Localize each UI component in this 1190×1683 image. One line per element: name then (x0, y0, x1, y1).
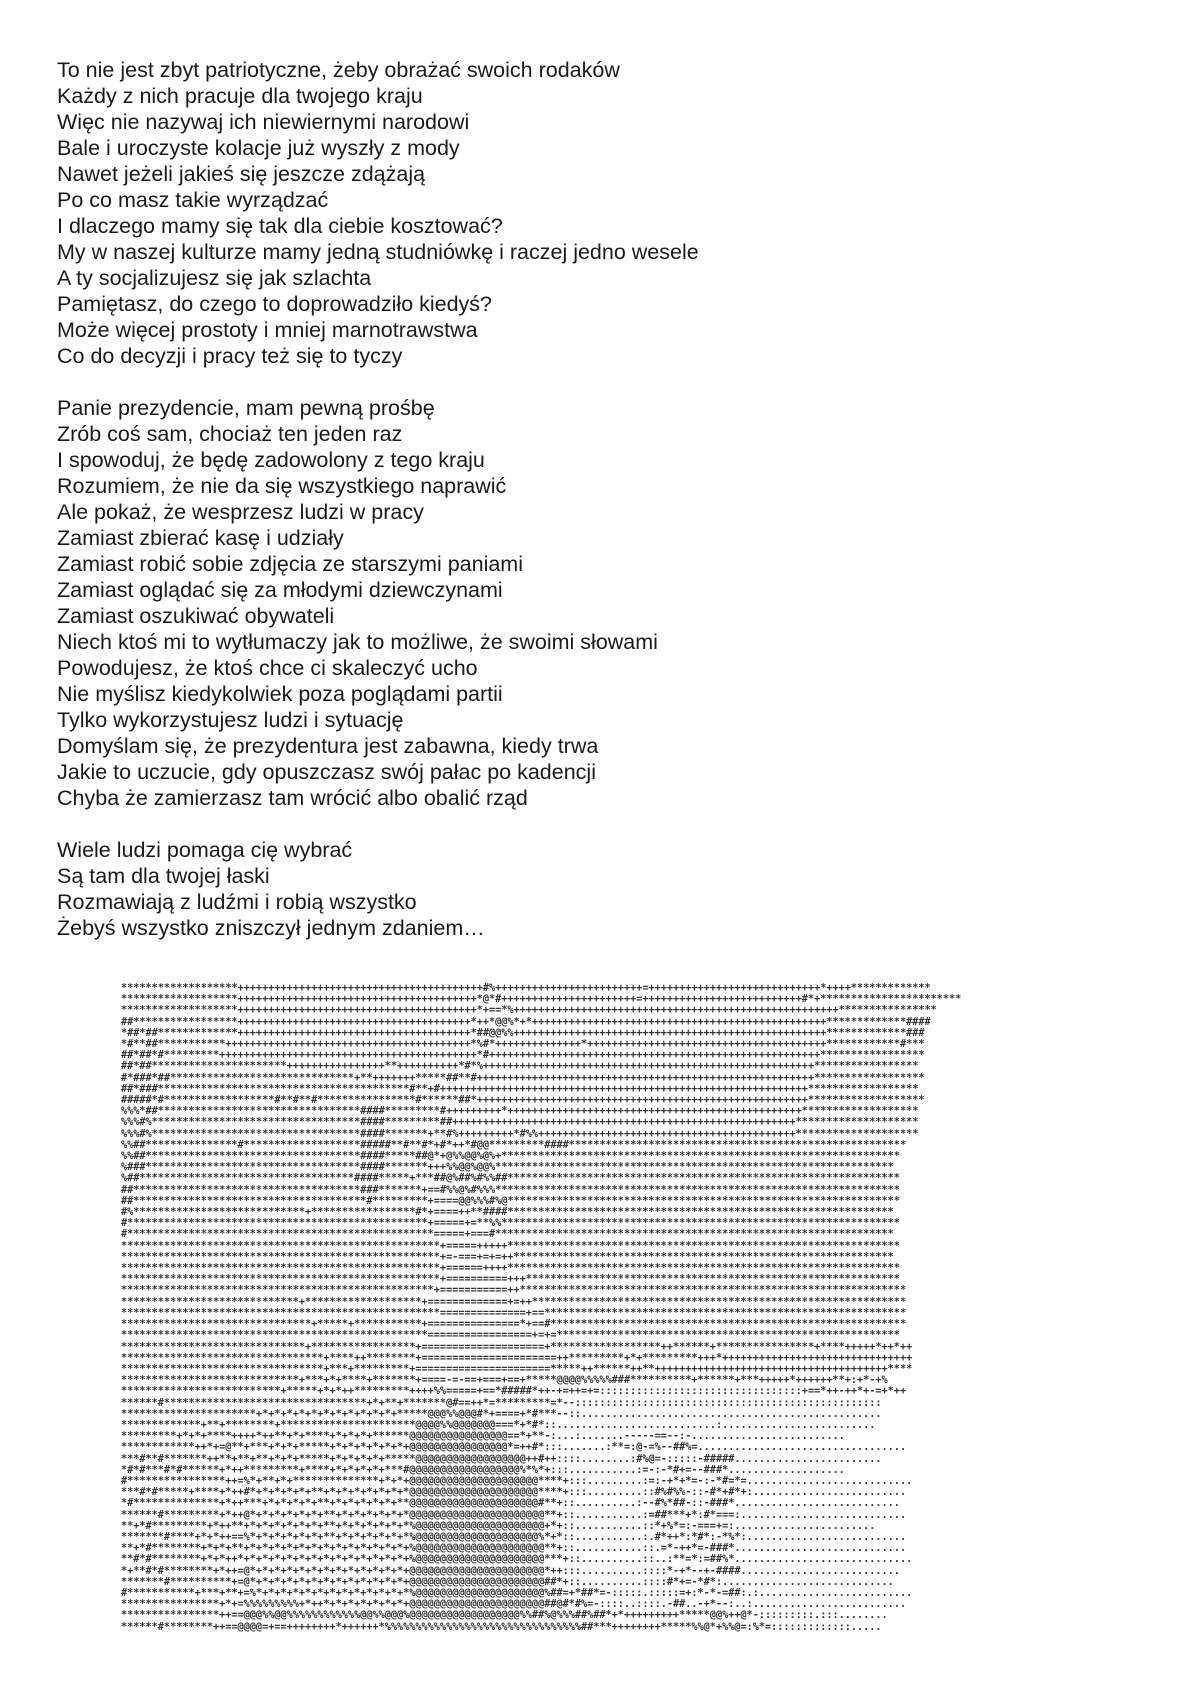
poem-line: Wiele ludzi pomaga cię wybrać (57, 838, 353, 862)
poem-line: Rozumiem, że nie da się wszystkiego naprawić (57, 474, 507, 498)
poem-line: Niech ktoś mi to wytłumaczy jak to możliwe, że swoimi słowami (57, 630, 658, 654)
poem-line: Żebyś wszystko zniszczył jednym zdaniem… (57, 916, 485, 940)
poem-line: Rozmawiają z ludźmi i robią wszystko (57, 890, 417, 914)
poem-line: A ty socjalizujesz się jak szlachta (57, 266, 372, 290)
poem-line: Ale pokaż, że wesprzesz ludzi w pracy (57, 500, 424, 524)
poem-line: Zamiast robić sobie zdjęcia ze starszymi paniami (57, 552, 523, 576)
poem-line: Powodujesz, że ktoś chce ci skaleczyć ucho (57, 656, 478, 680)
poem-line: Zamiast oglądać się za młodymi dziewczynami (57, 578, 503, 602)
poem-line: My w naszej kulturze mamy jedną studniówkę i raczej jedno wesele (57, 240, 699, 264)
poem-line: Nawet jeżeli jakieś się jeszcze zdążają (57, 162, 426, 186)
poem-line: I spowoduj, że będę zadowolony z tego kraju (57, 448, 485, 472)
poem (57, 57, 1117, 967)
poem-line: Każdy z nich pracuje dla twojego kraju (57, 84, 423, 108)
poem-line: Zrób coś sam, chociaż ten jeden raz (57, 422, 403, 446)
poem-line: Domyślam się, że prezydentura jest zabawna, kiedy trwa (57, 734, 599, 758)
stanza-1 (57, 57, 1117, 369)
poem-line: Co do decyzji i pracy też się to tyczy (57, 344, 403, 368)
poem-line: Jakie to uczucie, gdy opuszczasz swój pałac po kadencji (57, 760, 596, 784)
poem-line: I dlaczego mamy się tak dla ciebie kosztować? (57, 214, 503, 238)
poem-line: Po co masz takie wyrządzać (57, 188, 329, 212)
poem-line: Pamiętasz, do czego to doprowadziło kiedyś? (57, 292, 493, 316)
poem-line: Panie prezydencie, mam pewną prośbę (57, 396, 435, 420)
ascii-art-text: *******************++++++++++++++++++++++++++++++++++++++++#%++++++++++++++++++++++++=++++++++++++++++++++++++++++*++++************* *******************+++++++++++++++++++++++++++++++++++++++*@*#++++++++++++++++++++++=++++++++++++++++++++++++++#*+*********************** *******************+++++++++++++++++++++++++++++++++++++++*+==*%+++++++++++++++++++++++++++++++++++++++++++++++++++++**************** ##*****************++++++++++++++++++++++++++++++++++++++*++*@@%*+*++++++++++++++++++++++++++++++++++++++++++++++++*************#### *##*##*************++++++++++++++++++++++++++++++++++++++*##@@%%+++++++++++++++++++++++++++++++++++++++++++++++++++*************### *#**##***********++++++++++++++++++++++++++++++++++++++++*%#*++++++++++++++*+++++++++++++++++++++++++++++++++++++++************#*** ##*##*#*********++++++++++++++++++++++++++++++++++++++++++*#++++++++++++++++++++++++++++++++++++++++++++++++++++++***************** ##*##**********************++++++++++++++++**++++++++++*#*%++++++++++++++++++++++++++++++++++++++++++++++++++++++***************** #*###*##******************************+**+++++++*****##**#+++++++++++++++++++++++++++++++++++++++++++++++++++++++****************** ##*###*****************************************#**+#++++++++++++++++++++++++++++++++++++++++++++++++++++++++++++****************** #####*#******************#**#**#****************#******##*++++++++++++++++++++++++++++++++++++++++++++++++++++++******************* %%%*##*********************************####*********#+++++++++*++++++++++++++++++++++++++++++++++++++++++++++++******************* %%%#%**********************************####*********##++++++++++++++++++++++++++++++++++++++++++++++++++++++++******************** %%%#%**********************************####*******+**#%+++++++++*#%%++++++++++++++++++++++++++++++++++++++++++******************** %%##***************#*******************#####**#**#*+#*++*#@@*********####******************************************************* %%##***********************************####*****##@*+@%%@@%@%+***************************************************************** %###***********************************####*******+++%%@@%@@%***************************************************************** %##***********************************####*****+***##@%##%#%%##**************************************************************** ##*************************************###*******+==#%%@%#%%%****************************************************************** ##**************************************#*********+====@@%%%#%@**************************************************************** #%****************************+*****************#*+====++**####*************************************************************** #*************************************************+=====+=**%%***************************************************************** #**************************************************=====+===#***************************************************************** ****************************************************+=====+++++**************************************************************** ****************************************************+=-===+=+=++************************************************************** ****************************************************+======++++**************************************************************** ****************************************************+==========+++************************************************************* ***************************************************+===========++*************************************************************** *****************************+*******************+=============+=++************************************************************* ****************************************************==============+==*********************************************************** *******************************+*****+***********+===============*+==#********************************************************** **************************************************=================+=+=******************************************************** ******************************+*****************+====================+******************++******+****************+****+++++*++*++ *********************************+****++********+======================++*********+*+*********+++*+++++++++++++++++++++++++++++++ *********************************+***+*********+======================*****++******++**++++++++++++++++++++++++++++++++++++++**** *****************************+***+*+****+*******+====-=-==+===+==+*****@@@@%%%%%###**********+******+***+++++*++++++**+:+*-+% **************************+*****+*+*++*********++++%%=====+==*#####*++-+=++=+=:::::::::::::::::::::::::::::::::+==*++-++*+-=+*++ ******#*********************************+*+**+*******@#==++*=*********=*--:::::::::::::::::::::::::::::::::::::::::::::::::: **********************+*+*+*+*+*+*+*+*+*+*+*+*****@@@%%@@@#*+====+*#***--::................................................. *************+**+********+**********************@@@@%%@@@@@@@===*+*#*::..........................:......................... *********+*+*+****++++*++**+*+****+*+*+*+******@@@@@@@@@@@@@@@@==*+**-:...:.......-----==--:-......................... ************++*+=@**+***+*+*+*****+*+*+*+*+*+*+@@@@@@@@@@@@@@@@*=++#*:::.......:**=:@-=%--##%=.................................. ***#**#*******++**+**+**+*+*+*****+*+*+*+*+*****@@@@@@@@@@@@@@@@@@++#++::::........:#%@=-:::::-#####........................ *#*#***#*#******+*++*********+****+*+*+*+*+***#@@@@@@@@@@@@@@@@@@%*%*+:::...........:=-:-*#+=--###*................... #****************++=%*+**+*+**************+*+*+@@@@@@@@@@@@@@@@@@@@@****+:::.........:=:-+*+*=-:-*#=*=........................... ***#*#*****+****+*++#*+*+*+*+*+**+*+*+*+*+*+*+*@@@@@@@@@@@@@@@@@@@@@****+:::.........::#%#%%-::-#*+#*+:......................... *#**************+*++***+*+*+*+*+**+*+*+*+*+*+**@@@@@@@@@@@@@@@@@@@@@#**+::..........:--#%*##-::-###*........................... ******#*********+*++@*+*+*+*+*+*+**+*+*+*+*+*+*@@@@@@@@@@@@@@@@@@@@@@**+::...........:=##***+*:#*===:........................... **+*#*********+*++**+*+*+*+*+*+*+**+*+*+*+*+*+*%@@@@@@@@@@@@@@@@@@@@@+*+::...........::*+%*=:-===+=:....................... *******#****+*+*++==%*+*+*+*+*+*+**+*+*+*+*+*+*%@@@@@@@@@@@@@@@@@@@@%*+*::...........:.#*++*:*#*:-*%*:.......................... **+*#********+*+*+**+*+*+*+*+*+*+*+*+*+*+*+*+*+%@@@@@@@@@@@@@@@@@@@@@**+::...........::.=*-++*=-###*............................ **#*#********+*+*++*+*+*+*+*+*+*+*+*+*+*+*+*+*+%@@@@@@@@@@@@@@@@@@@@@***+::..........::..:**=*:=##%*............................. *+**#*#********+*++=@*+*+*+*+*+*+*+*+*+*+*+*+*+@@@@@@@@@@@@@@@@@@@@@@*++:::..........::::*-+*--+-####.......................... *******#**********+=@*+*+*+*+*+*+*+*+*+*+*+*+*+@@@@@@@@@@@@@@@@@@@@@@##*+::..........::::#*+=-*#*:............................ #***********+***+**+=%*+*+*+*+*+*+*+*+*+*+*+*+*%@@@@@@@@@@@@@@@@@@@@@%##=+*##*=-:::::.:::::=+:*-*-=##:.:......................... ****************+*+=%%%%%%%%%+*++*+*+*+*+*+*+*+@@@@@@@@@@@@@@@@@@@@@@##@#*#%=-::::..::::.-##..-+*--:..:......................... ****************++==@@@%%@@%%%%%%%%%%%%@@%%@@@%@@@@@@@@@@@@@@@@@@%%##%@%%%##%##*+*+++++++++*****@@%++@*-:::::::::.:::........ ******#********++==@@@@=+==++++++++*++++++*%%%%%%%%%%%%%%%%%%%%%%%%%%%%%%%%##***++++++++*****%%@*+%%@=:%*=:::::::::::::..... (121, 983, 962, 1633)
stanza-3 (57, 837, 1117, 941)
poem-line: Są tam dla twojej łaski (57, 864, 270, 888)
poem-line: Zamiast zbierać kasę i udziały (57, 526, 344, 550)
poem-line: Może więcej prostoty i mniej marnotrawstwa (57, 318, 478, 342)
poem-line: Nie myślisz kiedykolwiek poza poglądami partii (57, 682, 503, 706)
poem-line: Bale i uroczyste kolacje już wyszły z mody (57, 136, 460, 160)
poem-line: To nie jest zbyt patriotyczne, żeby obrażać swoich rodaków (57, 58, 620, 82)
poem-line: Chyba że zamierzasz tam wrócić albo obalić rząd (57, 786, 528, 810)
poem-line: Tylko wykorzystujesz ludzi i sytuację (57, 708, 404, 732)
poem-line: Zamiast oszukiwać obywateli (57, 604, 335, 628)
ascii-art-image (121, 983, 1083, 1643)
poem-line: Więc nie nazywaj ich niewiernymi narodowi (57, 110, 470, 134)
stanza-2 (57, 395, 1117, 811)
